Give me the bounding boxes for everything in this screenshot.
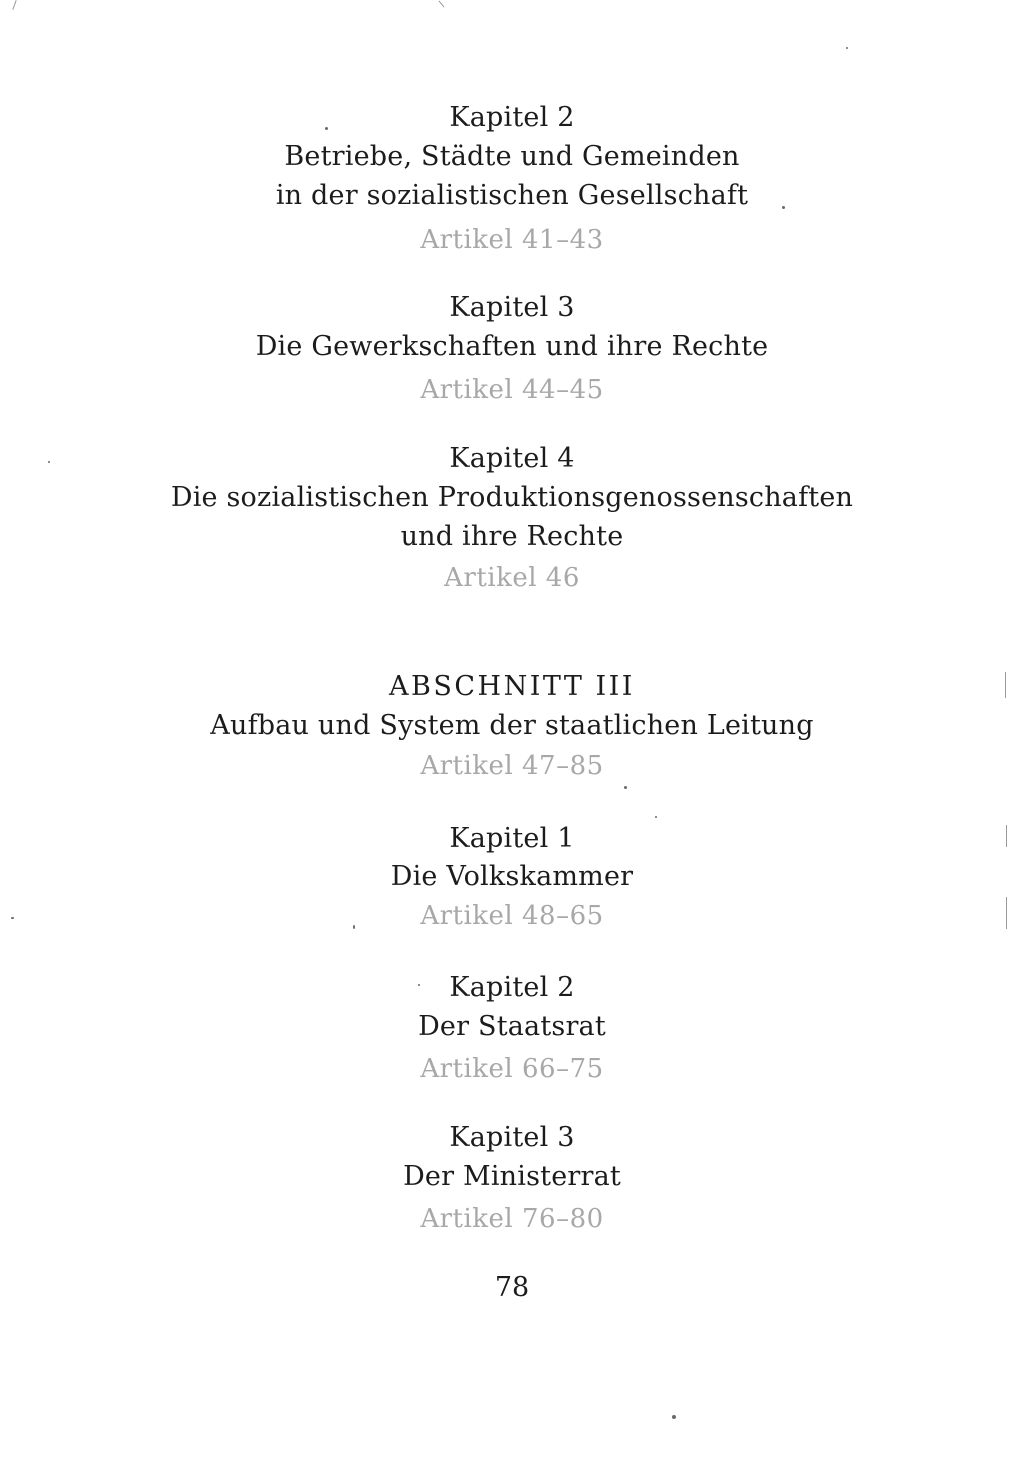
article-range: Artikel 47–85 bbox=[420, 751, 604, 781]
chapter-title: Der Staatsrat bbox=[418, 1011, 606, 1042]
chapter-label: Kapitel 2 bbox=[449, 102, 575, 133]
scan-mark bbox=[12, 0, 16, 10]
scan-speck bbox=[655, 816, 657, 818]
chapter-title: Die sozialistischen Produktionsgenossenschaften bbox=[170, 482, 854, 513]
chapter-label: Kapitel 2 bbox=[449, 972, 575, 1003]
scan-speck bbox=[672, 1415, 676, 1419]
section-title: Aufbau und System der staatlichen Leitung bbox=[210, 710, 814, 741]
scan-speck bbox=[624, 786, 627, 789]
article-range: Artikel 48–65 bbox=[420, 901, 604, 931]
article-range: Artikel 66–75 bbox=[420, 1054, 604, 1084]
scan-speck bbox=[782, 206, 785, 209]
article-range: Artikel 44–45 bbox=[420, 375, 604, 405]
scan-mark bbox=[1006, 897, 1007, 929]
article-range: Artikel 46 bbox=[444, 563, 580, 593]
chapter-title: Der Ministerrat bbox=[403, 1161, 621, 1192]
chapter-title: Die Gewerkschaften und ihre Rechte bbox=[255, 331, 769, 362]
chapter-label: Kapitel 4 bbox=[449, 443, 575, 474]
chapter-label: Kapitel 1 bbox=[449, 823, 575, 854]
chapter-title: Betriebe, Städte und Gemeinden bbox=[284, 141, 740, 172]
scan-speck bbox=[11, 917, 14, 919]
scan-speck bbox=[353, 925, 355, 929]
chapter-title: Die Volkskammer bbox=[390, 861, 634, 892]
scan-speck bbox=[48, 461, 50, 463]
scan-speck bbox=[846, 47, 848, 49]
chapter-title: in der sozialistischen Gesellschaft bbox=[275, 180, 749, 211]
scan-mark bbox=[1005, 672, 1006, 698]
chapter-title: und ihre Rechte bbox=[400, 521, 624, 552]
scan-mark bbox=[1006, 825, 1007, 847]
scan-mark bbox=[439, 1, 445, 8]
chapter-label: Kapitel 3 bbox=[449, 292, 575, 323]
section-label: ABSCHNITT III bbox=[389, 671, 635, 702]
scan-speck bbox=[418, 984, 420, 986]
article-range: Artikel 76–80 bbox=[420, 1204, 604, 1234]
chapter-label: Kapitel 3 bbox=[449, 1122, 575, 1153]
page-number: 78 bbox=[494, 1272, 530, 1303]
article-range: Artikel 41–43 bbox=[420, 225, 604, 255]
scan-speck bbox=[325, 127, 328, 130]
